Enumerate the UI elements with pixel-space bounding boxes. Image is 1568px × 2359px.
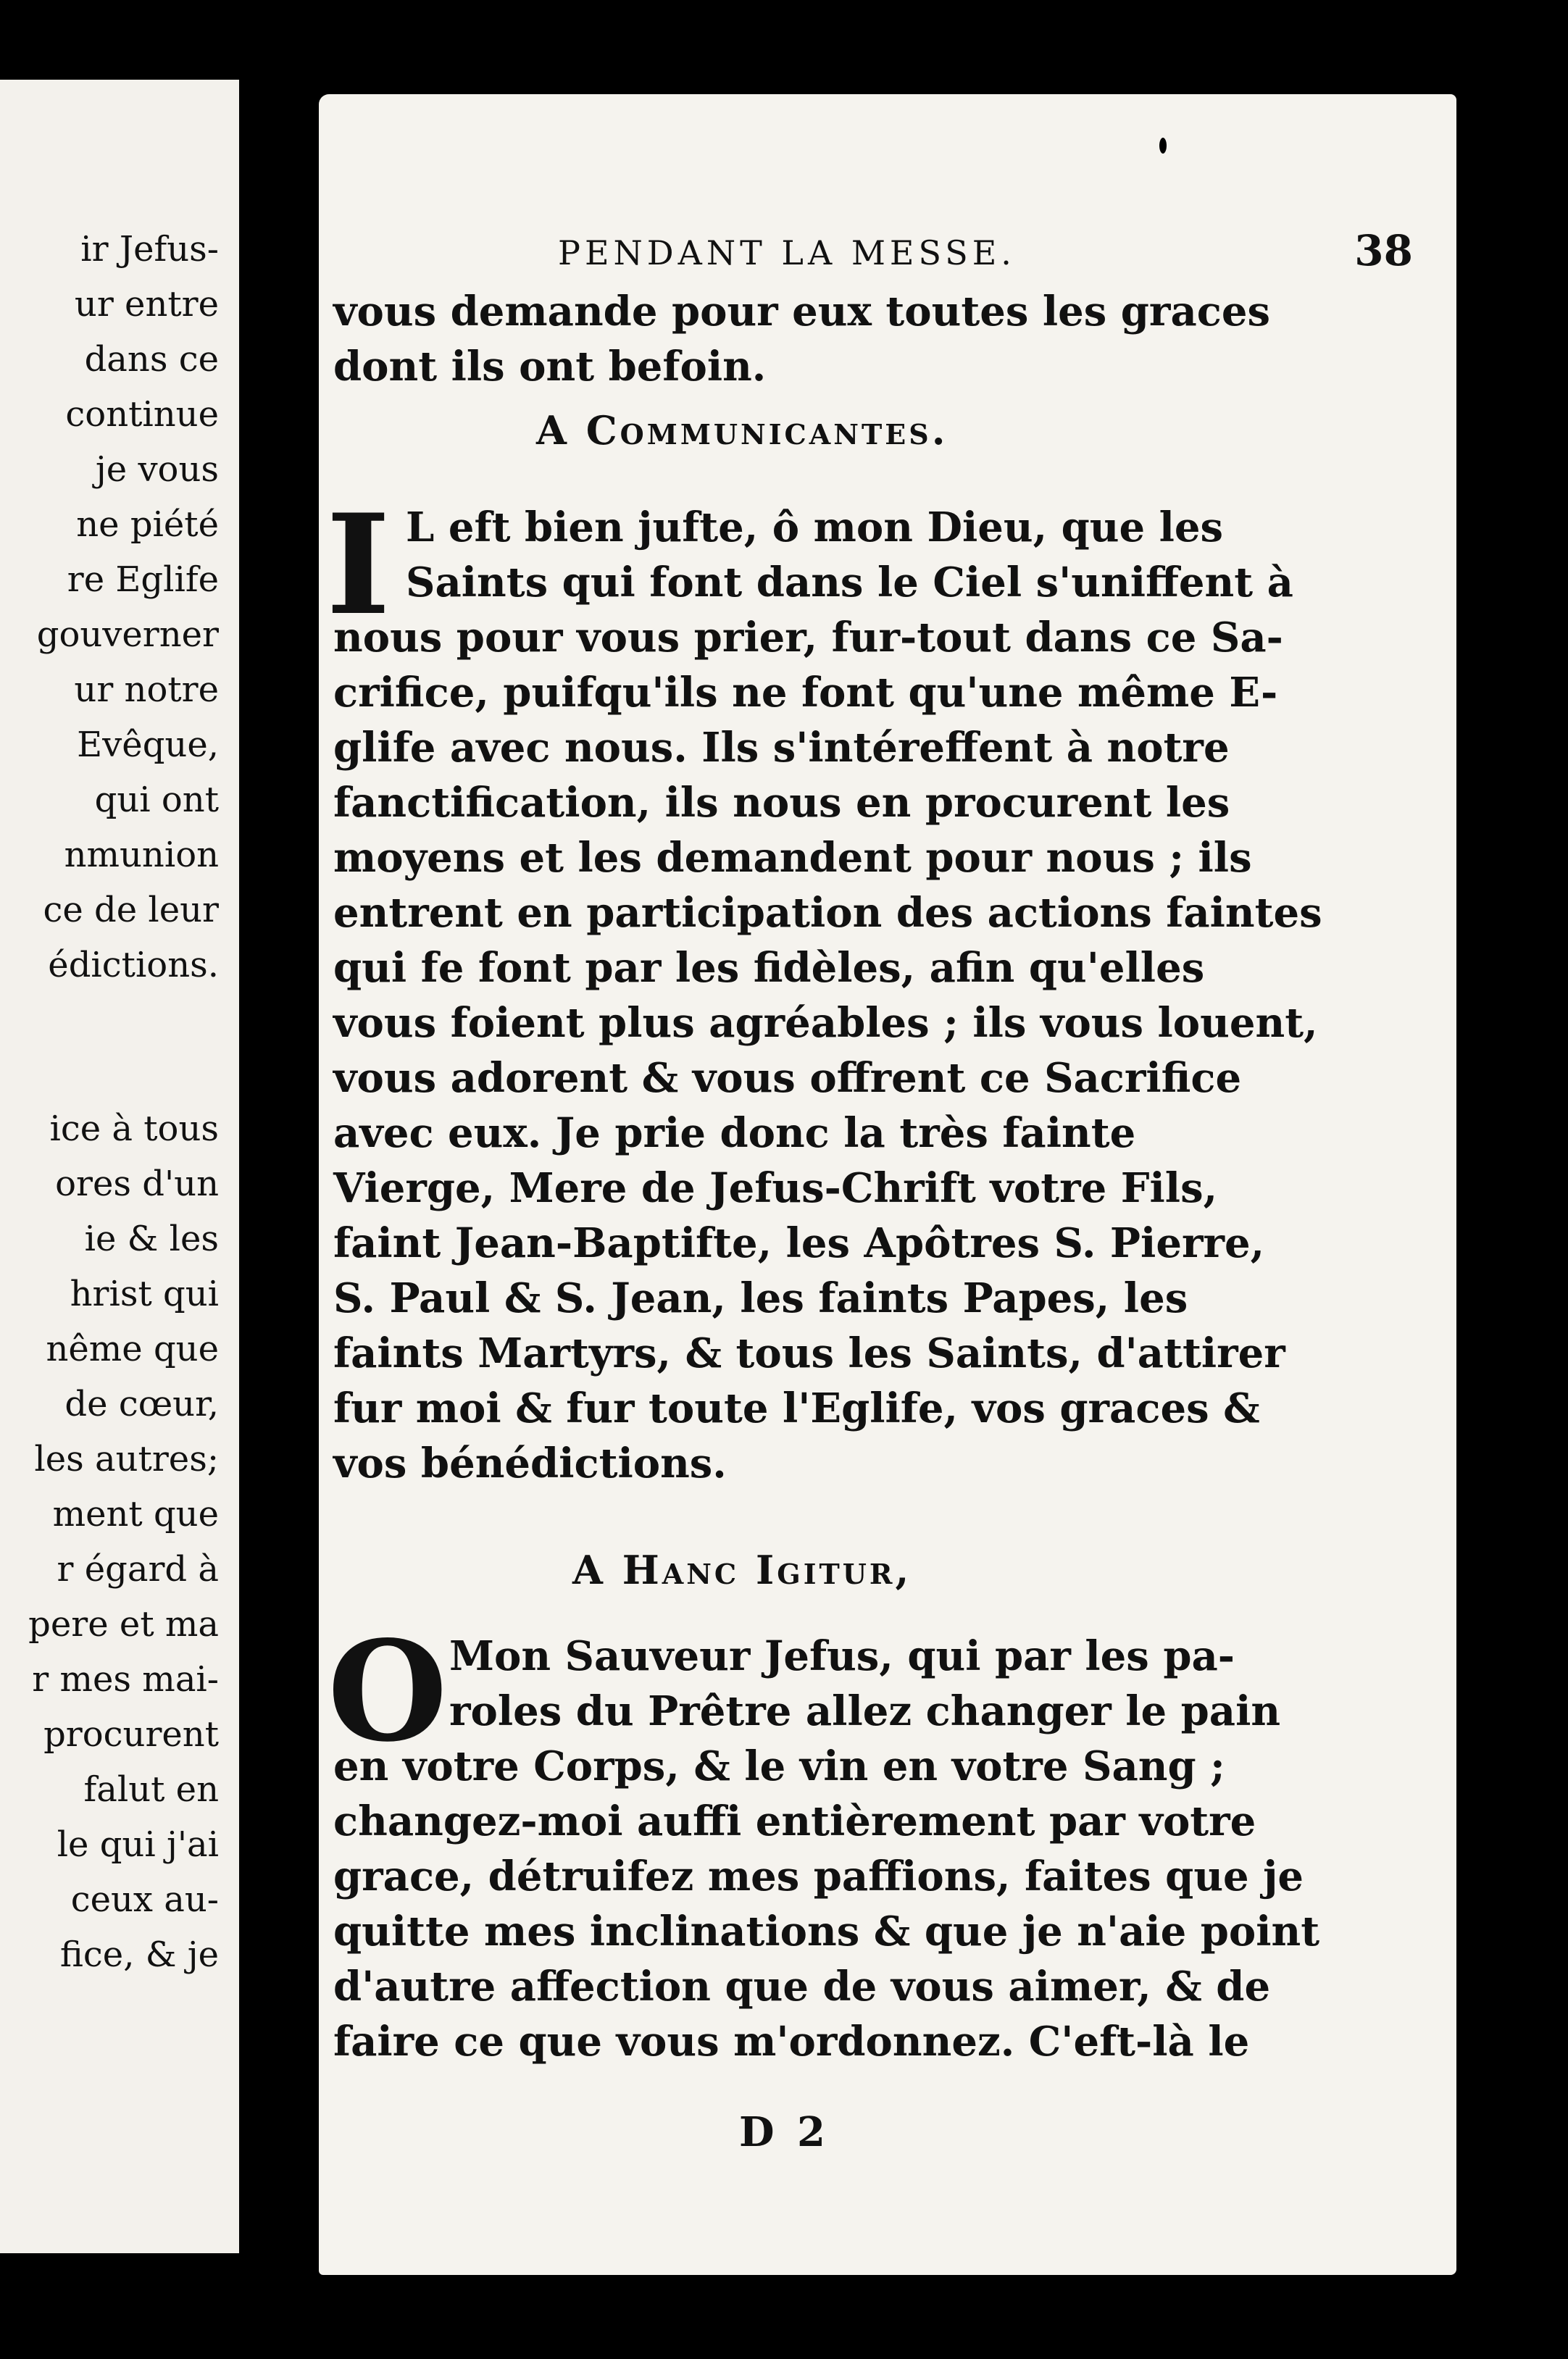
left-page-line: ment que <box>52 1494 219 1535</box>
body-line: Mon Sauveur Jefus, qui par les pa- <box>449 1632 1235 1680</box>
left-page-fragment <box>0 80 239 2253</box>
left-page-line: falut en <box>83 1769 219 1810</box>
left-page-line: ores d'un <box>55 1164 219 1204</box>
left-page-line: pere et ma <box>28 1604 219 1645</box>
running-head-title: PENDANT LA MESSE. <box>558 233 1016 272</box>
left-page-line: nmunion <box>64 835 219 875</box>
body-line: entrent en participation des actions faintes <box>333 889 1322 937</box>
left-page-line: les autres; <box>34 1439 219 1479</box>
drop-cap-i: I <box>326 484 391 646</box>
opening-line: dont ils ont befoin. <box>333 343 767 391</box>
body-line: moyens et les demandent pour nous ; ils <box>333 834 1252 882</box>
body-line: Vierge, Mere de Jefus-Chrift votre Fils, <box>333 1164 1218 1212</box>
left-page-line: ur entre <box>74 284 219 325</box>
body-line: en votre Corps, & le vin en votre Sang ; <box>333 1742 1225 1790</box>
body-line: L eft bien jufte, ô mon Dieu, que les <box>406 504 1224 551</box>
body-line: faire ce que vous m'ordonnez. C'eft-là le <box>333 2018 1250 2066</box>
body-line: changez-moi auffi entièrement par votre <box>333 1798 1256 1845</box>
left-page-line: ir Jefus- <box>80 229 219 270</box>
left-page-line: fice, & je <box>59 1934 219 1975</box>
section-heading-communicantes: A Communicantes. <box>536 407 948 454</box>
drop-cap-o: O <box>328 1611 448 1772</box>
body-line: faint Jean-Baptifte, les Apôtres S. Pierre, <box>333 1219 1265 1267</box>
left-page-line: ne piété <box>76 504 219 545</box>
body-line: vous adorent & vous offrent ce Sacrifice <box>333 1054 1242 1102</box>
left-page-line: r égard à <box>57 1549 219 1590</box>
body-line: faints Martyrs, & tous les Saints, d'attirer <box>333 1329 1285 1377</box>
left-page-line: r mes mai- <box>32 1659 219 1700</box>
body-line: fanctification, ils nous en procurent les <box>333 779 1230 827</box>
ink-speck <box>1159 138 1167 154</box>
body-line: avec eux. Je prie donc la très fainte <box>333 1109 1136 1157</box>
left-page-line: procurent <box>43 1714 219 1755</box>
left-page-line: édictions. <box>48 945 219 985</box>
body-line: Saints qui font dans le Ciel s'uniffent à <box>406 559 1293 606</box>
left-page-line: ur notre <box>74 669 219 710</box>
opening-line: vous demande pour eux toutes les graces <box>333 288 1270 335</box>
body-line: d'autre affection que de vous aimer, & de <box>333 1963 1271 2011</box>
left-page-line: dans ce <box>84 339 219 380</box>
left-page-line: je vous <box>95 449 219 490</box>
left-page-line: gouverner <box>36 614 219 655</box>
body-line: glife avec nous. Ils s'intéreffent à notre <box>333 724 1230 772</box>
right-page <box>319 94 1456 2275</box>
left-page-line: nême que <box>46 1329 219 1369</box>
left-page-line: hrist qui <box>70 1274 219 1314</box>
left-page-line: Evêque, <box>77 725 219 765</box>
body-line: nous pour vous prier, fur-tout dans ce Sa- <box>333 614 1283 661</box>
page-number: 38 <box>1354 226 1413 275</box>
body-line: roles du Prêtre allez changer le pain <box>449 1687 1281 1735</box>
section-heading-hanc-igitur: A Hanc Igitur, <box>572 1547 912 1593</box>
body-line: vos bénédictions. <box>333 1440 727 1487</box>
left-page-line: ice à tous <box>49 1108 219 1149</box>
left-page-line: le qui j'ai <box>57 1824 219 1865</box>
signature-mark: D 2 <box>739 2108 830 2156</box>
body-line: crifice, puifqu'ils ne font qu'une même E- <box>333 669 1278 717</box>
body-line: fur moi & fur toute l'Eglife, vos graces & <box>333 1385 1260 1432</box>
body-line: grace, détruifez mes paffions, faites que je <box>333 1853 1304 1900</box>
left-page-line: qui ont <box>94 780 219 820</box>
left-page-line: ceux au- <box>70 1879 219 1920</box>
body-line: S. Paul & S. Jean, les faints Papes, les <box>333 1274 1188 1322</box>
left-page-line: re Eglife <box>67 559 219 600</box>
left-page-line: ce de leur <box>43 890 219 930</box>
left-page-line: continue <box>65 394 219 435</box>
body-line: quitte mes inclinations & que je n'aie point <box>333 1908 1320 1955</box>
left-page-line: ie & les <box>84 1219 219 1259</box>
body-line: vous foient plus agréables ; ils vous louent, <box>333 999 1318 1047</box>
body-line: qui fe font par les fidèles, afin qu'elles <box>333 944 1205 992</box>
left-page-line: de cœur, <box>64 1384 219 1424</box>
running-head <box>558 226 1413 277</box>
